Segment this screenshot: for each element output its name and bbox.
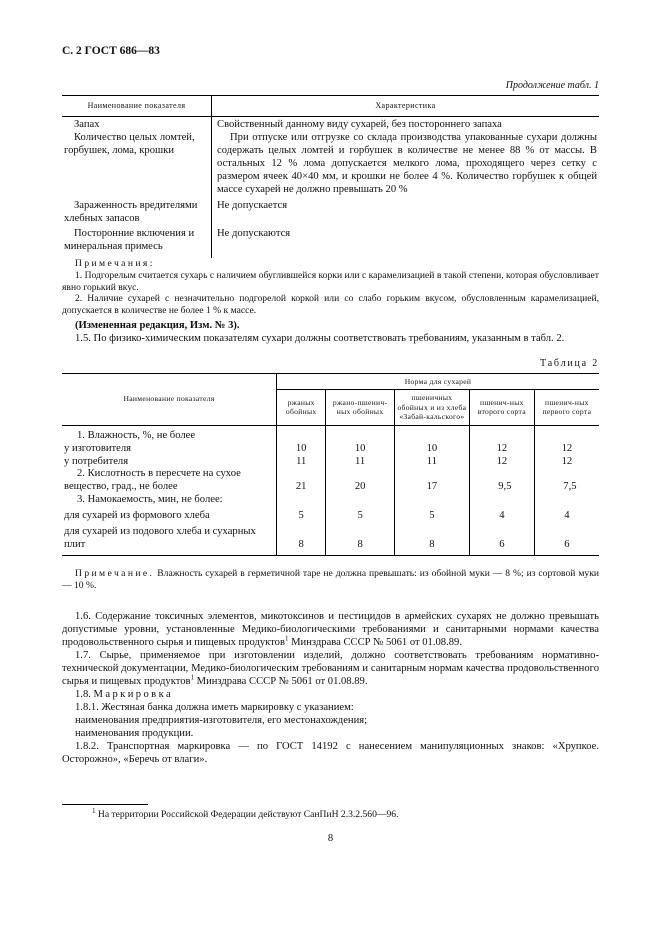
table-row <box>62 116 599 131</box>
table-row <box>62 226 599 258</box>
table2-row-label: у потребителя <box>64 455 129 467</box>
table-row <box>62 523 599 555</box>
table2-cell <box>394 425 469 442</box>
table2-header-name: Наименование показателя <box>62 373 277 425</box>
footnote: $^1$ На территории Российской Федерации действуют СанПиН 2.3.2.560—96. <box>92 807 399 821</box>
table2-cell: 12 <box>534 456 599 469</box>
table2-cell: 4 <box>534 507 599 523</box>
table1-cell-name: Запах <box>62 116 212 131</box>
table2-cell <box>469 494 534 507</box>
table-row <box>62 196 599 226</box>
footnote-divider <box>62 804 148 805</box>
table2 <box>62 373 599 556</box>
table2-row-label: у изготовителя <box>64 442 131 454</box>
table2-cell: 12 <box>469 456 534 469</box>
paragraph-1-8: 1.8. Маркировка <box>75 688 174 700</box>
table2-row-label: 2. Кислотность в пересчете на сухое вещество, град., не более <box>64 468 241 493</box>
table1-cell-name: Зараженность вредителями хлебных запасов <box>62 196 212 226</box>
table-row <box>62 443 599 456</box>
table2-cell: 5 <box>394 507 469 523</box>
table2-cell: 8 <box>277 523 326 555</box>
table-row <box>62 507 599 523</box>
paragraph-1-8-1: 1.8.1. Жестяная банка должна иметь маркировку с указанием: <box>75 701 354 713</box>
table1-header-name: Наименование показателя <box>62 96 212 117</box>
table2-col-header: ржано-пшенич-ных обойных <box>326 390 395 425</box>
table2-cell: 10 <box>277 443 326 456</box>
table2-cell: 5 <box>277 507 326 523</box>
table2-cell: 12 <box>534 443 599 456</box>
notes1-item-2: 2. Наличие сухарей с незначительно подгорелой коркой или со слабо горьким вкусом, обусловленным карамелизацией, допускается в количестве не более 1 % к массе. <box>62 293 599 316</box>
table-row <box>62 132 599 197</box>
table2-col-header: пшенич-ных второго сорта <box>469 390 534 425</box>
table1-header-value: Характеристика <box>212 96 600 117</box>
table1-cell-name: Посторонние включения и минеральная примесь <box>62 226 212 258</box>
table1-cell-name: Количество целых ломтей, горбушек, лома, крошки <box>62 132 212 197</box>
page-number: 8 <box>327 833 334 845</box>
table-row <box>62 456 599 469</box>
table2-cell: 11 <box>326 456 395 469</box>
table2-cell: 7,5 <box>534 468 599 494</box>
footnote-ref: 1 <box>190 673 194 682</box>
paragraph-1-6: 1.6. Содержание токсичных элементов, микотоксинов и пестицидов в армейских сухарях не должно превышать допустимые уровни, установленные Медико-биологическими требованиями и санитарными нормами качества продовольственного сырья и пищевых продуктов$^1$ Минздрава СССР № 5061 от 01.08.89. <box>62 611 599 649</box>
table2-cell <box>469 425 534 442</box>
table-row <box>62 425 599 442</box>
table2-col-header: ржаных обойных <box>277 390 326 425</box>
table2-row-label: 3. Намокаемость, мин, не более: <box>77 494 223 506</box>
note2-heading: Примечание. <box>75 567 155 579</box>
table2-row-label: 1. Влажность, %, не более <box>77 429 196 441</box>
table2-cell: 8 <box>394 523 469 555</box>
table2-cell <box>277 425 326 442</box>
table2-cell: 6 <box>534 523 599 555</box>
note2-text: Влажность сухарей в герметичной таре не должна превышать: из обойной муки — 8 %; из сортовой муки — 10 %. <box>62 567 599 591</box>
table2-cell <box>394 494 469 507</box>
table2-cell: 6 <box>469 523 534 555</box>
table1-cell-value: При отпуске или отгрузке со склада производства упакованные сухари должны содержать целых ломтей и горбушек в количестве не менее 88 % от массы. В остальных 12 % лома допускается мелкого лома, проходящего через сетку с размером ячеек 40×40 мм, и крошки не более 4 %. Количество горбушек к общей массе сухарей не должно превышать 20 % <box>217 131 597 195</box>
table2-col-header: пшеничных обойных и из хлеба «Забай-кальского» <box>394 390 469 425</box>
table2-cell <box>277 494 326 507</box>
paragraph-1-8-2: 1.8.2. Транспортная маркировка — по ГОСТ 14192 с нанесением манипуляционных знаков: «Хрупкое. Осторожно», «Беречь от влаги». <box>62 740 599 765</box>
table1 <box>62 95 599 258</box>
table2-caption: Таблица 2 <box>540 357 599 369</box>
table2-cell: 17 <box>394 468 469 494</box>
table2-cell <box>534 494 599 507</box>
amendment-note: (Измененная редакция, Изм. № 3). <box>75 319 240 331</box>
table2-cell: 20 <box>326 468 395 494</box>
table2-cell <box>534 425 599 442</box>
table2-cell <box>326 425 395 442</box>
table1-cell-value: Не допускаются <box>217 228 291 240</box>
note2 <box>62 568 599 591</box>
table2-cell: 11 <box>394 456 469 469</box>
table2-cell: 5 <box>326 507 395 523</box>
table2-cell: 11 <box>277 456 326 469</box>
table2-header-group: Норма для сухарей <box>277 373 600 389</box>
table2-col-header: пшенич-ных первого сорта <box>534 390 599 425</box>
table2-row-label: для сухарей из формового хлеба <box>64 510 210 522</box>
paragraph-1-8-1-line: наименования предприятия-изготовителя, его местонахождения; <box>75 714 368 726</box>
table2-row-label: для сухарей из подового хлеба и сухарных плит <box>64 526 256 551</box>
table2-cell: 8 <box>326 523 395 555</box>
notes1-item-1: 1. Подгорелым считается сухарь с наличием обуглившейся корки или с карамелизацией в такой степени, которая обусловливает явно горький вкус. <box>62 269 599 293</box>
table2-cell: 10 <box>394 443 469 456</box>
paragraph-1-5: 1.5. По физико-химическим показателям сухари должны соответствовать требованиям, указанным в табл. 2. <box>75 332 565 344</box>
table2-cell: 9,5 <box>469 468 534 494</box>
table1-continuation: Продолжение табл. 1 <box>505 80 599 92</box>
footnote-ref: 1 <box>284 634 289 643</box>
table1-cell-value: Свойственный данному виду сухарей, без постороннего запаха <box>217 118 502 130</box>
table1-cell-value: Не допускается <box>217 200 288 212</box>
page-header: С. 2 ГОСТ 686—83 <box>62 45 160 57</box>
table2-cell: 4 <box>469 507 534 523</box>
table-row <box>62 468 599 494</box>
table2-cell <box>326 494 395 507</box>
paragraph-1-8-1-line: наименования продукции. <box>75 727 194 739</box>
table-row <box>62 494 599 507</box>
section-heading-marking: Маркировка <box>93 688 174 700</box>
paragraph-1-7: 1.7. Сырье, применяемое при изготовлении изделий, должно соответствовать требованиям нормативно-технической документации, Медико-биологическим требованиям и санитарным нормам качества продовольственного сырья и пищевых продуктов$^1$ Минздрава СССР № 5061 от 01.08.89. <box>62 650 599 687</box>
table2-cell: 10 <box>326 443 395 456</box>
table2-cell: 12 <box>469 443 534 456</box>
table2-cell: 21 <box>277 468 326 494</box>
notes1-heading: Примечания: <box>75 258 155 270</box>
